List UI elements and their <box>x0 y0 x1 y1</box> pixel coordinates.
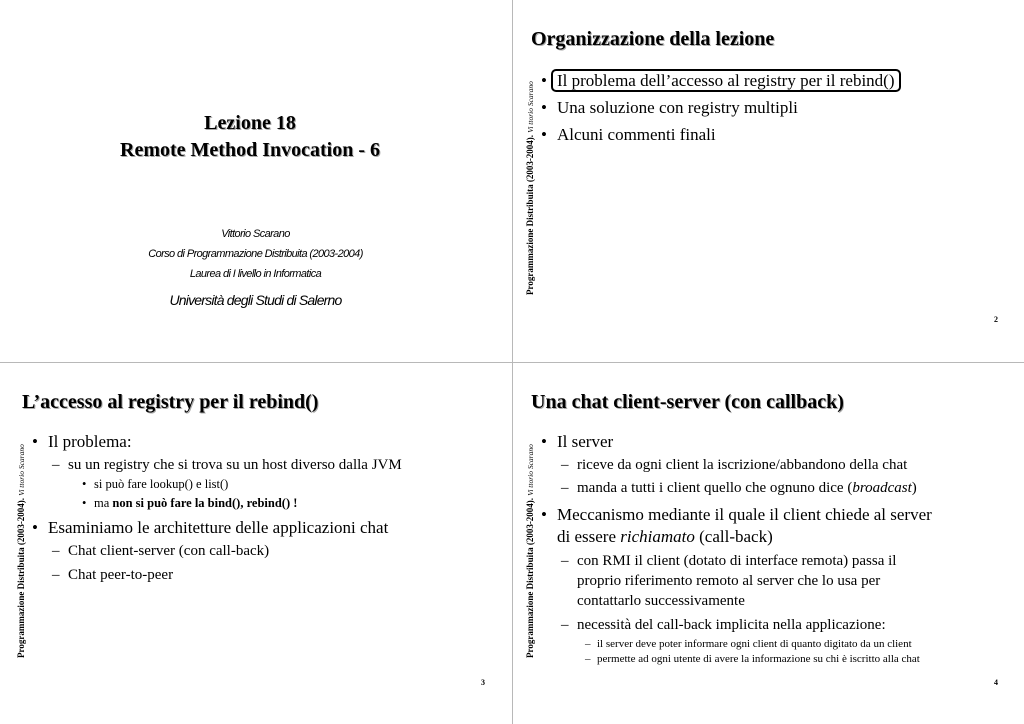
list-item <box>541 70 901 92</box>
item-em-text: richiamato <box>620 527 695 546</box>
slide-title: Una chat client-server (con callback) <box>531 391 844 413</box>
list-item: – Chat peer-to-peer <box>32 565 402 585</box>
item-text: • Meccanismo mediante il quale il client chiede al server <box>557 505 932 524</box>
item-bold-text: non si può fare la bind(), rebind() ! <box>112 496 298 510</box>
list-item: • Alcuni commenti finali <box>541 124 901 146</box>
item-text: manda a tutti i client quello che ognuno dice ( <box>577 480 853 496</box>
author-name: Vittorio Scarano <box>221 228 290 240</box>
slide-2 <box>513 0 1024 361</box>
slide-title: Organizzazione della lezione <box>531 28 775 50</box>
sidebar-footer <box>523 408 537 658</box>
list-item: – necessità del call-back implicita nella applicazione: <box>541 615 932 635</box>
degree-name: Laurea di I livello in Informatica <box>189 268 322 280</box>
item-text: ) <box>911 480 917 496</box>
list-item: • Una soluzione con registry multipli <box>541 97 901 119</box>
list-item: – il server deve poter informare ogni client di quanto digitato da un client <box>541 637 932 652</box>
list-item <box>541 504 932 548</box>
list-item: – con RMI il client (dotato di interface remota) passa il proprio riferimento remoto al server che lo usa per contattarlo successivamente <box>541 551 917 611</box>
highlighted-item: Il problema dell’accesso al registry per il rebind() <box>551 69 901 92</box>
list-item <box>32 494 402 513</box>
item-text: di essere <box>557 527 621 546</box>
sidebar-author: Vi ttorio Scarano <box>526 444 535 496</box>
sidebar-author: Vi ttorio Scarano <box>526 81 535 133</box>
lecture-number: Lezione 18 <box>204 112 296 134</box>
page-number: 3 <box>481 678 485 687</box>
item-text-line2 <box>557 526 932 548</box>
list-item <box>541 478 932 498</box>
slide-3 <box>0 363 511 724</box>
slide-1 <box>0 0 511 361</box>
sidebar-course: Programmazione Distribuita (2003-2004). <box>525 134 535 295</box>
slide-4 <box>513 363 1024 724</box>
course-name: Corso di Programmazione Distribuita (2003-2004) <box>148 248 363 260</box>
sidebar-course: Programmazione Distribuita (2003-2004). <box>525 497 535 658</box>
list-item: – permette ad ogni utente di avere la informazione su chi è iscritto alla chat <box>541 652 932 667</box>
lecture-title <box>40 110 460 164</box>
list-item: • Il server <box>541 431 932 453</box>
list-item: – Chat client-server (con call-back) <box>32 541 402 561</box>
list-item: • Il problema: <box>32 431 402 453</box>
list-item: • si può fare lookup() e list() <box>32 475 402 494</box>
bullet-list <box>541 70 901 151</box>
page-number: 4 <box>994 678 998 687</box>
item-text: ma <box>94 496 113 510</box>
sidebar-footer <box>14 408 28 658</box>
lecture-topic: Remote Method Invocation - 6 <box>120 139 380 161</box>
bullet-list <box>32 431 402 585</box>
sidebar-author: Vi ttorio Scarano <box>17 444 26 496</box>
sidebar-footer <box>523 45 537 295</box>
page-number: 2 <box>994 315 998 324</box>
sidebar-course: Programmazione Distribuita (2003-2004). <box>16 497 26 658</box>
list-item: – su un registry che si trova su un host diverso dalla JVM <box>32 455 402 475</box>
item-text: (call-back) <box>694 527 773 546</box>
bullet-list <box>541 431 932 667</box>
list-item: • Esaminiamo le architetture delle applicazioni chat <box>32 517 402 539</box>
university-name: Università degli Studi di Salerno <box>169 292 342 308</box>
list-item: – riceve da ogni client la iscrizione/abbandono della chat <box>541 455 932 475</box>
item-em-text: broadcast <box>852 480 912 496</box>
slide-title: L’accesso al registry per il rebind() <box>22 391 319 413</box>
